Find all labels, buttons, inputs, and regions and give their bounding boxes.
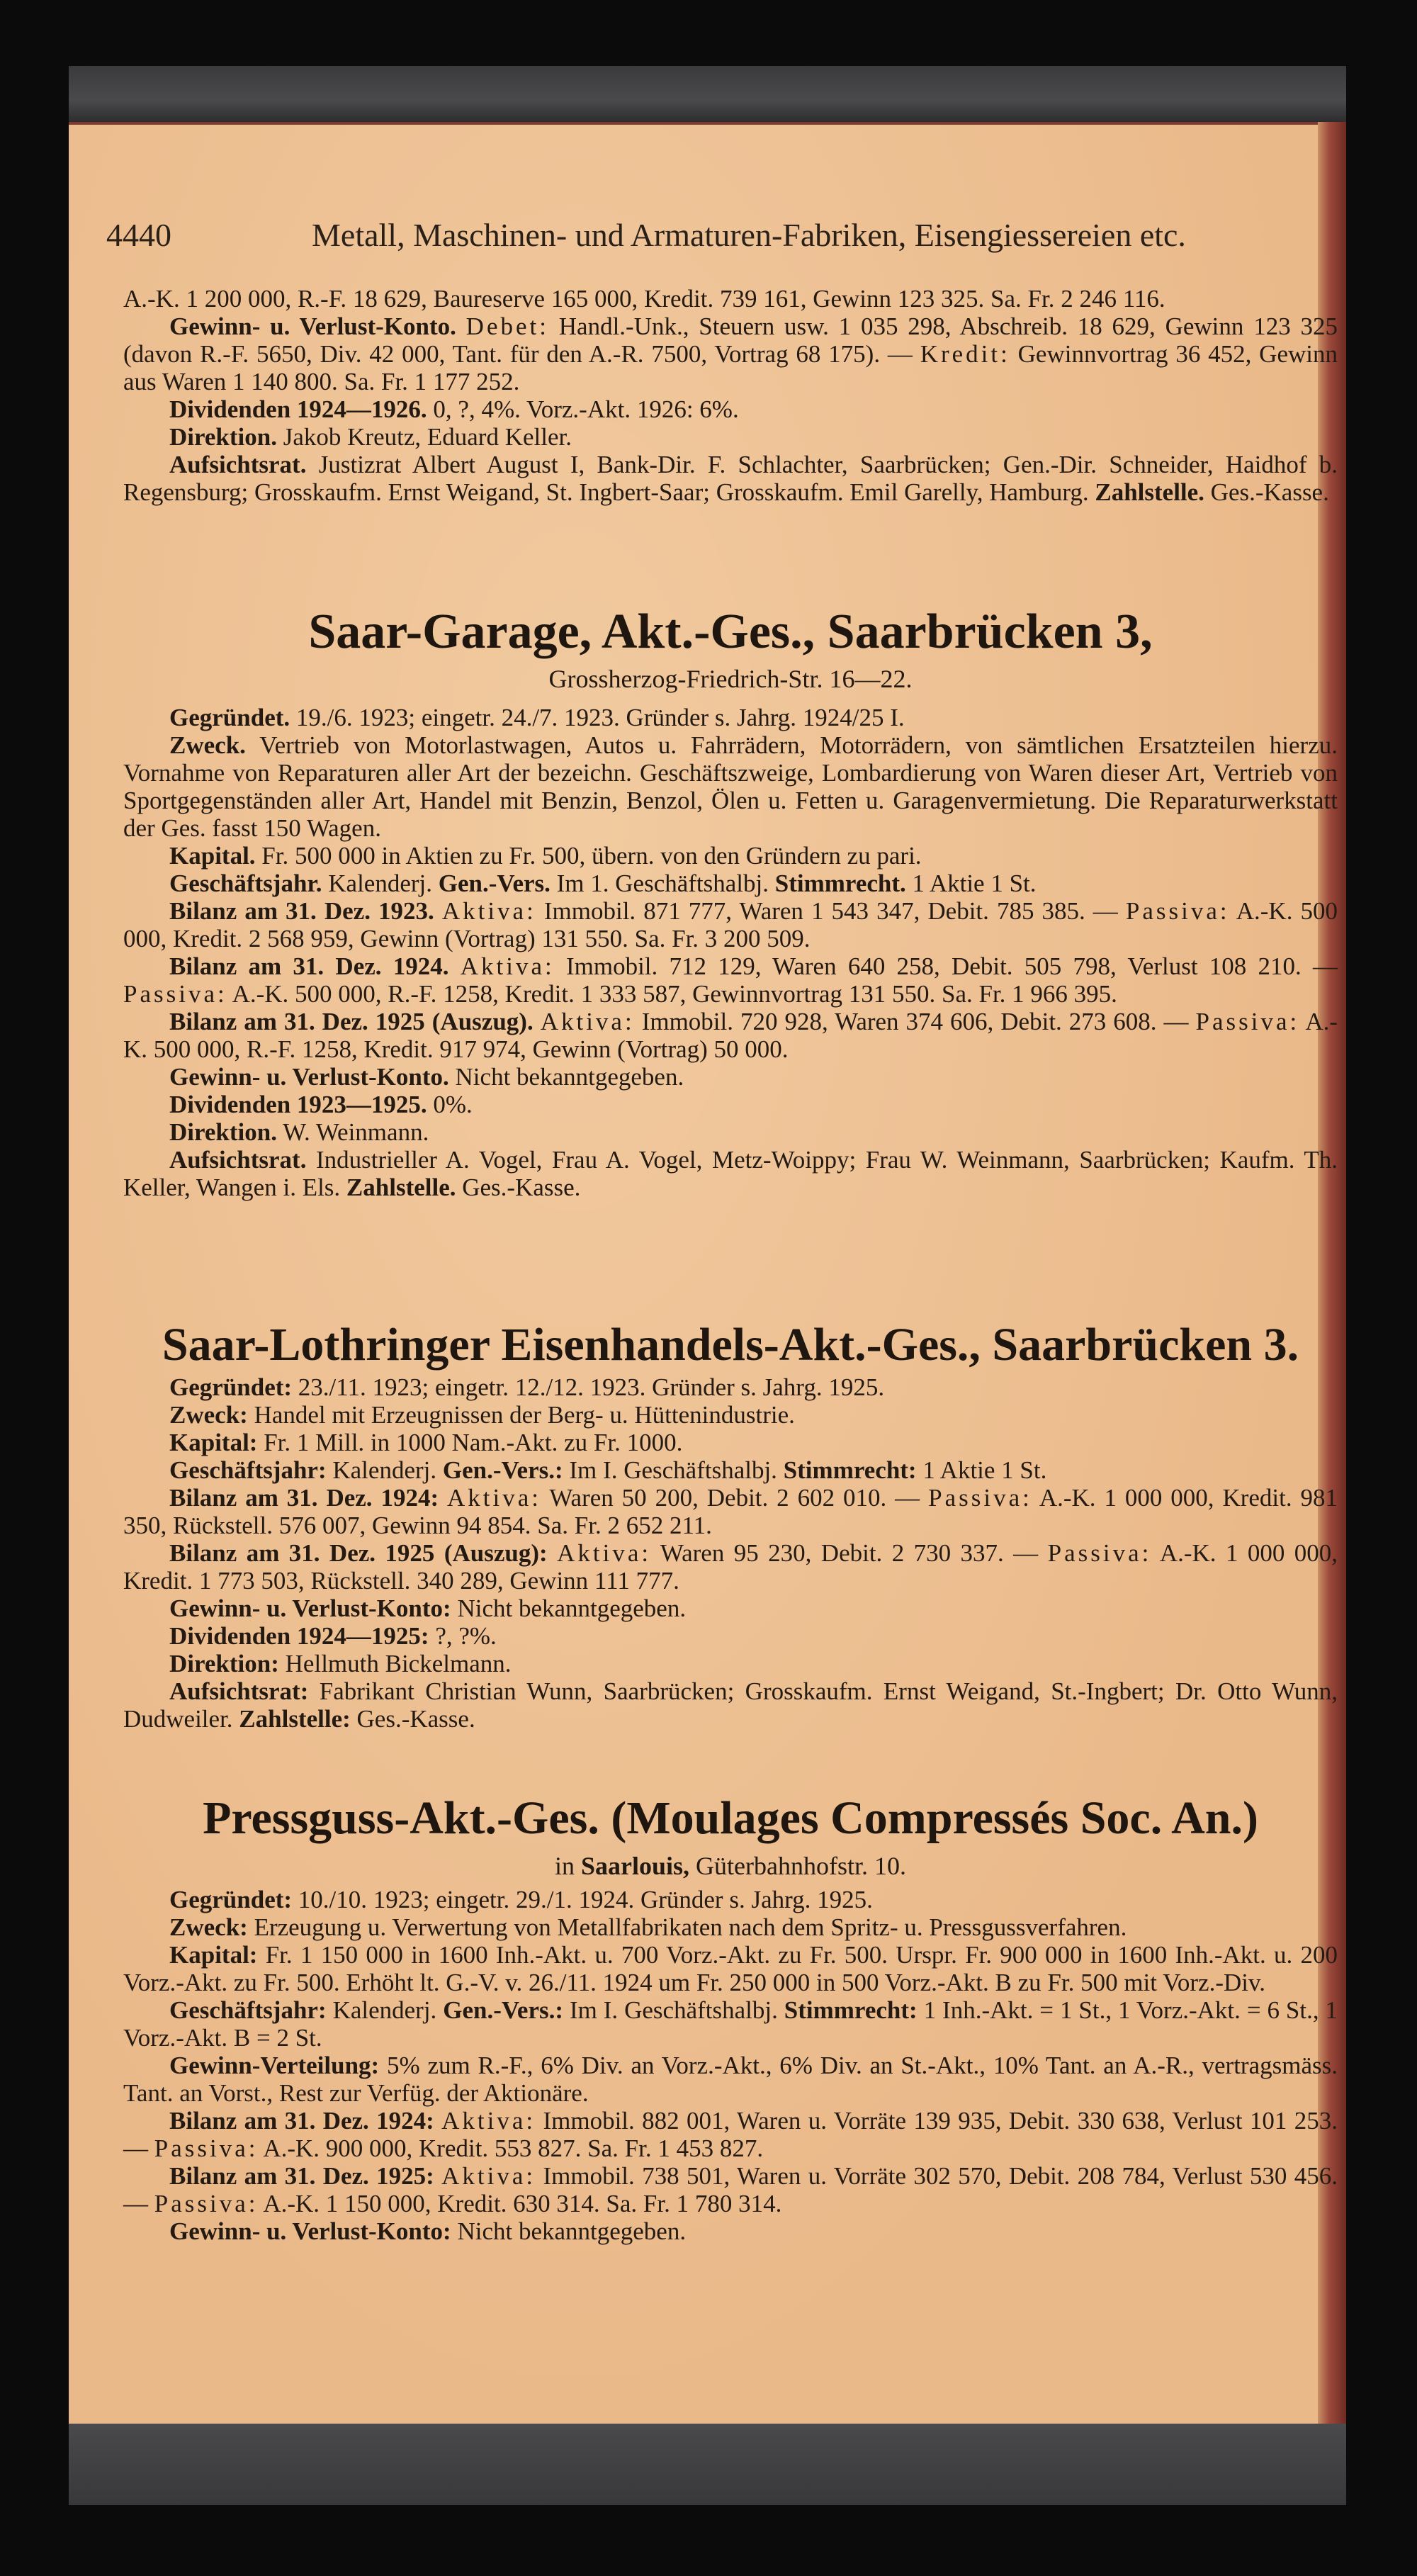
field-text: 1 Aktie 1 St.: [912, 870, 1037, 897]
field-text: Im I. Geschäftshalbj.: [569, 1456, 777, 1484]
entry-paragraph: [123, 2107, 1338, 2162]
field-text: 10./10. 1923; eingetr. 29./1. 1924. Gründer s. Jahrg. 1925.: [298, 1886, 873, 1913]
field-label: Dividenden 1923—1925.: [169, 1091, 427, 1118]
field-text: 1 Aktie 1 St.: [922, 1456, 1047, 1484]
scan-bottom-band: [69, 2424, 1346, 2505]
field-label: Dividenden 1924—1925:: [169, 1622, 429, 1650]
running-header: [106, 216, 1311, 254]
field-label: Gewinn- u. Verlust-Konto.: [169, 1063, 449, 1091]
entry-paragraph: [123, 1373, 1338, 1401]
field-label: Stimmrecht:: [784, 1996, 918, 2024]
field-label: Zahlstelle.: [346, 1174, 456, 1201]
field-text: Gewinnvortrag 36 452, Gewinn aus Waren 1 140 800. Sa. Fr. 1 177 252.: [123, 340, 1338, 395]
ledger-side-label: Passiva:: [154, 2190, 259, 2217]
field-label: Bilanz am 31. Dez. 1925 (Auszug).: [169, 1008, 534, 1035]
field-label: Dividenden 1924—1926.: [169, 395, 427, 423]
field-text: Güterbahnhofstr. 10.: [696, 1852, 906, 1880]
entry-paragraph: [123, 1677, 1338, 1733]
entry-paragraph: [123, 1146, 1338, 1201]
field-text: A.-K. 900 000, Kredit. 553 827. Sa. Fr. 1 453 827.: [263, 2135, 764, 2162]
field-label: Kapital.: [169, 842, 256, 870]
field-text: 5% zum R.-F., 6% Div. an Vorz.-Akt., 6% Div. an St.-Akt., 10% Tant. an A.-R., vertragsmäss. Tant. an Vorst., Rest zur Verfüg. der Aktionäre.: [123, 2052, 1338, 2107]
field-text: Waren 50 200, Debit. 2 602 010. —: [549, 1484, 920, 1512]
field-label: Saarlouis,: [581, 1852, 690, 1880]
field-label: Gewinn- u. Verlust-Konto:: [169, 1594, 451, 1622]
field-label: Gen.-Vers.: [438, 870, 551, 897]
entry-paragraph: [123, 1118, 1338, 1146]
ledger-side-label: Aktiva:: [441, 2107, 536, 2135]
field-label: Stimmrecht.: [774, 870, 906, 897]
company-entry: [123, 1373, 1338, 1733]
field-text: 0, ?, 4%. Vorz.-Akt. 1926: 6%.: [433, 395, 739, 423]
field-label: Kapital:: [169, 1429, 258, 1456]
field-label: Gewinn-Verteilung:: [169, 2052, 380, 2079]
entry-paragraph: [123, 1091, 1338, 1118]
field-text: Ges.-Kasse.: [1210, 478, 1329, 506]
company-address: [123, 1851, 1338, 1881]
company-title: Pressguss-Akt.-Ges. (Moulages Compressés Soc. An.): [203, 1792, 1258, 1844]
ledger-side-label: Passiva:: [928, 1484, 1032, 1512]
page-top-edge: [69, 122, 1346, 125]
entry-paragraph: [123, 285, 1338, 313]
field-text: Kalenderj.: [332, 1996, 437, 2024]
field-label: Bilanz am 31. Dez. 1924.: [169, 952, 449, 980]
entry-paragraph: [123, 1063, 1338, 1091]
field-text: 19./6. 1923; eingetr. 24./7. 1923. Gründer s. Jahrg. 1924/25 I.: [295, 704, 905, 731]
field-label: Zweck:: [169, 1913, 248, 1941]
field-text: A.-K. 1 150 000, Kredit. 630 314. Sa. Fr. 1 780 314.: [263, 2190, 782, 2217]
entry-paragraph: [123, 1622, 1338, 1650]
field-label: Aufsichtsrat.: [169, 451, 307, 478]
field-text: Kalenderj.: [332, 1456, 437, 1484]
ledger-side-label: Aktiva:: [441, 2162, 536, 2190]
field-text: Erzeugung u. Verwertung von Metallfabrikaten nach dem Spritz- u. Pressgussverfahren.: [254, 1913, 1127, 1941]
entry-paragraph: [123, 1594, 1338, 1622]
field-text: 1 Inh.-Akt. = 1 St., 1 Vorz.-Akt. = 6 St., 1 Vorz.-Akt. B = 2 St.: [123, 1996, 1338, 2052]
entry-paragraph: [123, 2217, 1338, 2245]
field-label: Zweck:: [169, 1401, 248, 1429]
entry-paragraph: [123, 1484, 1338, 1539]
field-text: A.-K. 500 000, R.-F. 1258, Kredit. 917 974, Gewinn (Vortrag) 50 000.: [123, 1008, 1338, 1063]
entry-paragraph: [123, 897, 1338, 952]
ledger-side-label: Debet:: [465, 313, 549, 340]
field-label: Bilanz am 31. Dez. 1924:: [169, 1484, 439, 1512]
field-label: Stimmrecht:: [783, 1456, 917, 1484]
field-text: Immobil. 882 001, Waren u. Vorräte 139 935, Debit. 330 638, Verlust 101 253. —: [123, 2107, 1338, 2162]
ledger-side-label: Aktiva:: [441, 897, 536, 925]
company-entry: [123, 1886, 1338, 2245]
entry-paragraph: [123, 2162, 1338, 2217]
company-title: Saar-Lothringer Eisenhandels-Akt.-Ges., Saarbrücken 3.: [162, 1319, 1299, 1371]
field-text: W. Weinmann.: [283, 1118, 429, 1146]
entry-paragraph: [123, 313, 1338, 395]
field-text: Fr. 500 000 in Aktien zu Fr. 500, übern. von den Gründern zu pari.: [261, 842, 922, 870]
field-label: Geschäftsjahr:: [169, 1456, 327, 1484]
field-label: Aufsichtsrat:: [169, 1677, 309, 1705]
field-text: Waren 95 230, Debit. 2 730 337. —: [660, 1539, 1039, 1567]
field-text: Nicht bekanntgegeben.: [457, 1594, 687, 1622]
entry-paragraph: [123, 1941, 1338, 1996]
ledger-side-label: Kredit:: [920, 340, 1010, 368]
field-text: A.-K. 1 200 000, R.-F. 18 629, Baureserve 165 000, Kredit. 739 161, Gewinn 123 325. Sa. Fr. 2 246 116.: [123, 285, 1165, 313]
entry-paragraph: [123, 2052, 1338, 2107]
field-label: Zahlstelle.: [1095, 478, 1204, 506]
ledger-side-label: Aktiva:: [460, 952, 555, 980]
ledger-side-label: Passiva:: [154, 2135, 259, 2162]
field-label: Geschäftsjahr.: [169, 870, 322, 897]
scan-top-band: [69, 66, 1346, 123]
entry-paragraph: [123, 704, 1338, 731]
entry-paragraph: [123, 1996, 1338, 2052]
entry-paragraph: [123, 1886, 1338, 1913]
field-label: Geschäftsjahr:: [169, 1996, 327, 2024]
field-text: Vertrieb von Motorlastwagen, Autos u. Fahrrädern, Motorrädern, von sämtlichen Ersatzteilen hierzu. Vornahme von Reparaturen aller Art der bezeichn. Geschäftszweige, Lombardierung von Waren dieser Art, Vertrieb von Sportgegenständen aller Art, Handel mit Benzin, Benzol, Ölen u. Fetten u. Garagenvermietung. Die Reparaturwerkstatt der Ges. fasst 150 Wagen.: [123, 731, 1338, 842]
field-label: Gen.-Vers.:: [442, 1456, 563, 1484]
field-label: Gegründet:: [169, 1886, 293, 1913]
ledger-side-label: Passiva:: [123, 980, 227, 1008]
header-title: Metall, Maschinen- und Armaturen-Fabriken, Eisengiessereien etc.: [312, 217, 1186, 253]
ledger-side-label: Aktiva:: [557, 1539, 652, 1567]
field-text: Ges.-Kasse.: [462, 1174, 581, 1201]
field-text: A.-K. 500 000, Kredit. 2 568 959, Gewinn (Vortrag) 131 550. Sa. Fr. 3 200 509.: [123, 897, 1338, 952]
field-label: Direktion:: [169, 1650, 279, 1677]
entry-paragraph: [123, 1650, 1338, 1677]
field-label: Zahlstelle:: [239, 1705, 351, 1733]
field-text: Im I. Geschäftshalbj.: [569, 1996, 778, 2024]
field-text: Hellmuth Bickelmann.: [285, 1650, 512, 1677]
entry-paragraph: [123, 1008, 1338, 1063]
entry-paragraph: [123, 451, 1338, 506]
field-text: Im 1. Geschäftshalbj.: [556, 870, 769, 897]
entry-paragraph: [123, 1456, 1338, 1484]
field-label: Bilanz am 31. Dez. 1925 (Auszug):: [169, 1539, 548, 1567]
entry-paragraph: [123, 1539, 1338, 1594]
field-text: 0%.: [433, 1091, 473, 1118]
field-text: Immobil. 712 129, Waren 640 258, Debit. 505 798, Verlust 108 210. —: [565, 952, 1338, 980]
field-text: Justizrat Albert August I, Bank-Dir. F. Schlachter, Saarbrücken; Gen.-Dir. Schneider, Haidhof b. Regensburg; Grosskaufm. Ernst Weigand, St. Ingbert-Saar; Grosskaufm. Emil Garelly, Hamburg.: [123, 451, 1338, 506]
company-title: Saar-Garage, Akt.-Ges., Saarbrücken 3,: [308, 604, 1153, 659]
field-text: A.-K. 1 000 000, Kredit. 1 773 503, Rückstell. 340 289, Gewinn 111 777.: [123, 1539, 1338, 1594]
field-label: Direktion.: [169, 1118, 277, 1146]
entry-paragraph: [123, 423, 1338, 451]
field-label: Kapital:: [169, 1941, 258, 1969]
ledger-side-label: Passiva:: [1047, 1539, 1152, 1567]
field-label: Aufsichtsrat.: [169, 1146, 307, 1174]
company-address: [123, 664, 1338, 694]
field-label: Gewinn- u. Verlust-Konto:: [169, 2217, 451, 2245]
field-text: Immobil. 720 928, Waren 374 606, Debit. 273 608. —: [641, 1008, 1189, 1035]
field-text: A.-K. 1 000 000, Kredit. 981 350, Rückstell. 576 007, Gewinn 94 854. Sa. Fr. 2 652 211.: [123, 1484, 1338, 1539]
field-text: Fr. 1 Mill. in 1000 Nam.-Akt. zu Fr. 1000.: [264, 1429, 683, 1456]
field-label: Zweck.: [169, 731, 246, 759]
field-text: Fr. 1 150 000 in 1600 Inh.-Akt. u. 700 Vorz.-Akt. zu Fr. 500. Urspr. Fr. 900 000 in 1600 Inh.-Akt. u. 200 Vorz.-Akt. zu Fr. 500. Erhöht lt. G.-V. v. 26./11. 1924 um Fr. 250 000 in 500 Vorz.-Akt. B zu Fr. 500 mit Vorz.-Div.: [123, 1941, 1338, 1996]
field-text: Grossherzog-Friedrich-Str. 16—22.: [548, 665, 913, 693]
company-entry: [123, 704, 1338, 1201]
entry-paragraph: [123, 1401, 1338, 1429]
field-text: Fabrikant Christian Wunn, Saarbrücken; Grosskaufm. Ernst Weigand, St.-Ingbert; Dr. Otto Wunn, Dudweiler.: [123, 1677, 1338, 1733]
entry-paragraph: [123, 842, 1338, 870]
field-label: Gegründet:: [169, 1373, 293, 1401]
field-text: Jakob Kreutz, Eduard Keller.: [283, 423, 572, 451]
ledger-side-label: Passiva:: [1195, 1008, 1300, 1035]
field-label: Bilanz am 31. Dez. 1925:: [169, 2162, 434, 2190]
ledger-side-label: Passiva:: [1125, 897, 1230, 925]
field-text: 23./11. 1923; eingetr. 12./12. 1923. Gründer s. Jahrg. 1925.: [298, 1373, 885, 1401]
entry-paragraph: [123, 1429, 1338, 1456]
field-text: Nicht bekanntgegeben.: [457, 2217, 687, 2245]
entry-paragraph: [123, 731, 1338, 842]
field-text: Kalenderj.: [328, 870, 432, 897]
field-label: Gen.-Vers.:: [443, 1996, 564, 2024]
field-text: Nicht bekanntgegeben.: [455, 1063, 684, 1091]
field-text: Handl.-Unk., Steuern usw. 1 035 298, Abschreib. 18 629, Gewinn 123 325 (davon R.-F. 5650, Div. 42 000, Tant. für den A.-R. 7500, Vortrag 68 175). —: [123, 313, 1338, 368]
field-text: Ges.-Kasse.: [356, 1705, 475, 1733]
entry-paragraph: [123, 1913, 1338, 1941]
field-label: Bilanz am 31. Dez. 1924:: [169, 2107, 434, 2135]
field-label: Gegründet.: [169, 704, 290, 731]
page-number: 4440: [106, 217, 171, 253]
field-text: in: [554, 1852, 575, 1880]
ledger-side-label: Aktiva:: [540, 1008, 635, 1035]
entry-paragraph: [123, 952, 1338, 1008]
field-label: Bilanz am 31. Dez. 1923.: [169, 897, 434, 925]
field-label: Gewinn- u. Verlust-Konto.: [169, 313, 456, 340]
field-text: Industrieller A. Vogel, Frau A. Vogel, Metz-Woippy; Frau W. Weinmann, Saarbrücken; Kaufm. Th. Keller, Wangen i. Els.: [123, 1146, 1338, 1201]
field-text: Immobil. 871 777, Waren 1 543 347, Debit. 785 385. —: [543, 897, 1118, 925]
continuation-entry: [123, 285, 1338, 506]
field-text: Immobil. 738 501, Waren u. Vorräte 302 570, Debit. 208 784, Verlust 530 456. —: [123, 2162, 1338, 2217]
field-text: Handel mit Erzeugnissen der Berg- u. Hüttenindustrie.: [254, 1401, 795, 1429]
entry-paragraph: [123, 870, 1338, 897]
field-text: ?, ?%.: [435, 1622, 497, 1650]
field-text: A.-K. 500 000, R.-F. 1258, Kredit. 1 333 587, Gewinnvortrag 131 550. Sa. Fr. 1 966 395.: [232, 980, 1117, 1008]
field-label: Direktion.: [169, 423, 277, 451]
ledger-side-label: Aktiva:: [447, 1484, 542, 1512]
entry-paragraph: [123, 395, 1338, 423]
